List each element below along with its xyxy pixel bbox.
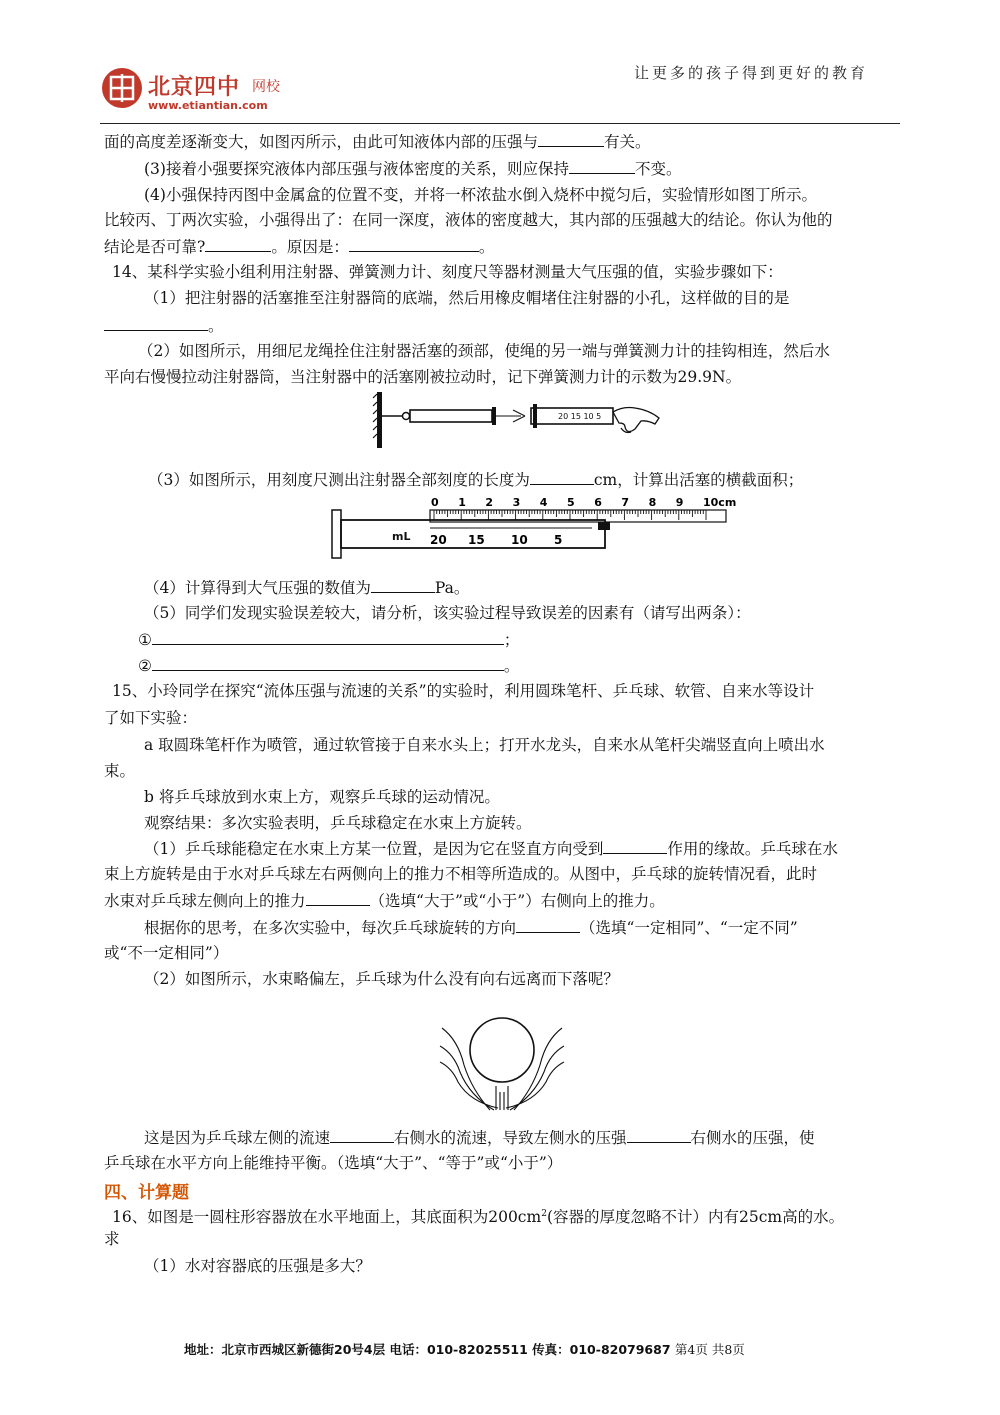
text-line: 求 (104, 1230, 120, 1248)
text-line: 结论是否可靠? 。原因是： 。 (104, 238, 495, 256)
text-line: 面的高度差逐渐变大，如图丙所示，由此可知液体内部的压强与 有关。 (104, 133, 651, 151)
text-line: 乒乓球在水平方向上能维持平衡。（选填“大于”、“等于”或“小于”） (104, 1154, 563, 1172)
answer-blank (205, 236, 271, 252)
ruler-cm-label: 0 (431, 496, 439, 509)
ruler-cm-label: 3 (512, 496, 521, 509)
answer-blank (104, 315, 208, 331)
text-line: 水束对乒乓球左侧向上的推力 （选填“大于”或“小于”）右侧向上的推力。 (104, 892, 665, 910)
text-line: （2）如图所示，水束略偏左，乒乓球为什么没有向右远离而下落呢？ (144, 970, 619, 988)
text-line: （1）把注射器的活塞推至注射器筒的底端，然后用橡皮帽堵住注射器的小孔，这样做的目的是 (144, 289, 790, 307)
text-line: (3)接着小强要探究液体内部压强与液体密度的关系，则应保持 不变。 (144, 160, 682, 178)
text-line: (4)小强保持丙图中金属盒的位置不变，并将一杯浓盐水倒入烧杯中搅匀后，实验情形如图丁所示。 (144, 186, 817, 204)
ruler-ml-label: 10 (511, 533, 528, 547)
text-line: （1）水对容器底的压强是多大？ (144, 1257, 371, 1275)
ruler-cm-label: 6 (594, 496, 602, 509)
footer-page-number: 第4页 共8页 (674, 1342, 745, 1357)
logo-url: www.etiantian.com (148, 99, 268, 112)
ruler-cm-label: 1 (458, 496, 466, 509)
text-line: 16、如图是一圆柱形容器放在水平地面上，其底面积为$200cm^2$(容器的厚度忽略不计）内有25cm高的水。 (112, 1208, 845, 1227)
ruler-cm-label: 5 (567, 496, 575, 509)
header-divider (100, 123, 900, 124)
answer-blank (306, 890, 370, 906)
ruler-cm-label: 2 (485, 496, 494, 509)
section-title: 四、计算题 (104, 1183, 189, 1203)
ruler-ml-tick-labels (430, 533, 562, 547)
text-line: a 取圆珠笔杆作为喷管，通过软管接于自来水头上；打开水龙头，自来水从笔杆尖端竖直向上喷出水 (144, 736, 825, 754)
syringe-spring-scale-figure (373, 390, 663, 450)
pingpong-ball (470, 1018, 534, 1082)
ml-label: mL (392, 530, 411, 543)
text-line: （3）如图所示，用刻度尺测出注射器全部刻度的长度为 cm，计算出活塞的横截面积； (148, 471, 804, 489)
answer-blank (530, 469, 594, 485)
text-line: b 将乒乓球放到水束上方，观察乒乓球的运动情况。 (144, 788, 500, 806)
answer-blank (538, 131, 604, 147)
ruler-cm-label: 9 (675, 496, 684, 509)
text-line: 14、某科学实验小组利用注射器、弹簧测力计、刻度尺等器材测量大气压强的值，实验步骤如下： (112, 263, 783, 281)
text-line: 15、小玲同学在探究“流体压强与流速的关系”的实验时，利用圆珠笔杆、乒乓球、软管、自来水等设计 (112, 682, 815, 700)
text-line: 。 (104, 315, 224, 336)
text-line: 平向右慢慢拉动注射器筒，当注射器中的活塞刚被拉动时，记下弹簧测力计的示数为29.9N。 (104, 368, 742, 386)
logo-suffix: 网校 (252, 79, 280, 95)
pingpong-water-jet-figure (438, 1010, 568, 1112)
text-line: 根据你的思考，在多次实验中，每次乒乓球旋转的方向 （选填“一定相同”、“一定不同” (144, 919, 798, 937)
text-line: （1）乒乓球能稳定在水束上方某一位置，是因为它在竖直方向受到 作用的缘故。乒乓球在水 (144, 840, 838, 858)
answer-blank (152, 655, 504, 671)
answer-blank (349, 236, 479, 252)
text-line: 这是因为乒乓球左侧的流速 右侧水的流速，导致左侧水的压强 右侧水的压强，使 (144, 1129, 815, 1147)
ruler-cm-label: 7 (621, 496, 630, 509)
ruler-ml-label: 15 (468, 533, 485, 547)
footer (184, 1340, 745, 1358)
answer-blank (330, 1127, 394, 1143)
text-line: （5）同学们发现实验误差较大，请分析，该实验过程导致误差的因素有（请写出两条）： (144, 604, 751, 622)
text-line: ② 。 (138, 657, 520, 675)
answer-blank (569, 158, 635, 174)
ruler-ml-label: 20 (430, 533, 447, 547)
header-slogan: 让更多的孩子得到更好的教育 (634, 64, 869, 82)
ruler-syringe-figure (330, 492, 737, 560)
answer-blank (152, 629, 504, 645)
footer-address: 地址：北京市西城区新德街20号4层 电话：010-82025511 传真：010-82079687 (184, 1342, 671, 1357)
answer-blank (603, 838, 667, 854)
answer-blank (371, 577, 435, 593)
text-line: 比较丙、丁两次实验，小强得出了：在同一深度，液体的密度越大，其内部的压强越大的结论。你认为他的 (104, 211, 833, 229)
text-line: 或“不一定相同”） (104, 944, 229, 962)
answer-blank (627, 1127, 691, 1143)
text-line: （4）计算得到大气压强的数值为 Pa。 (144, 579, 470, 597)
text-line: ① ； (138, 631, 520, 649)
text-line: 束。 (104, 762, 136, 780)
text-line: 观察结果：多次实验表明，乒乓球稳定在水束上方旋转。 (144, 814, 532, 832)
spring-scale-ticks: 20 15 10 5 (558, 412, 602, 421)
ruler-ml-label: 5 (554, 533, 563, 547)
ruler-cm-label: 10cm (703, 496, 737, 509)
ruler-cm-label: 8 (648, 496, 657, 509)
ruler-cm-tick-labels (431, 496, 736, 509)
logo (102, 68, 302, 120)
text-line: 了如下实验： (104, 709, 198, 727)
ruler-cm-label: 4 (539, 496, 548, 509)
text-line: （2）如图所示，用细尼龙绳拴住注射器活塞的颈部，使绳的另一端与弹簧测力计的挂钩相连，然后水 (138, 342, 830, 360)
text-line: 束上方旋转是由于水对乒乓球左右两侧向上的推力不相等所造成的。从图中，乒乓球的旋转情况看，此时 (104, 865, 818, 883)
logo-emblem-icon (102, 68, 142, 108)
answer-blank (516, 917, 580, 933)
logo-name: 北京四中 (148, 74, 241, 100)
